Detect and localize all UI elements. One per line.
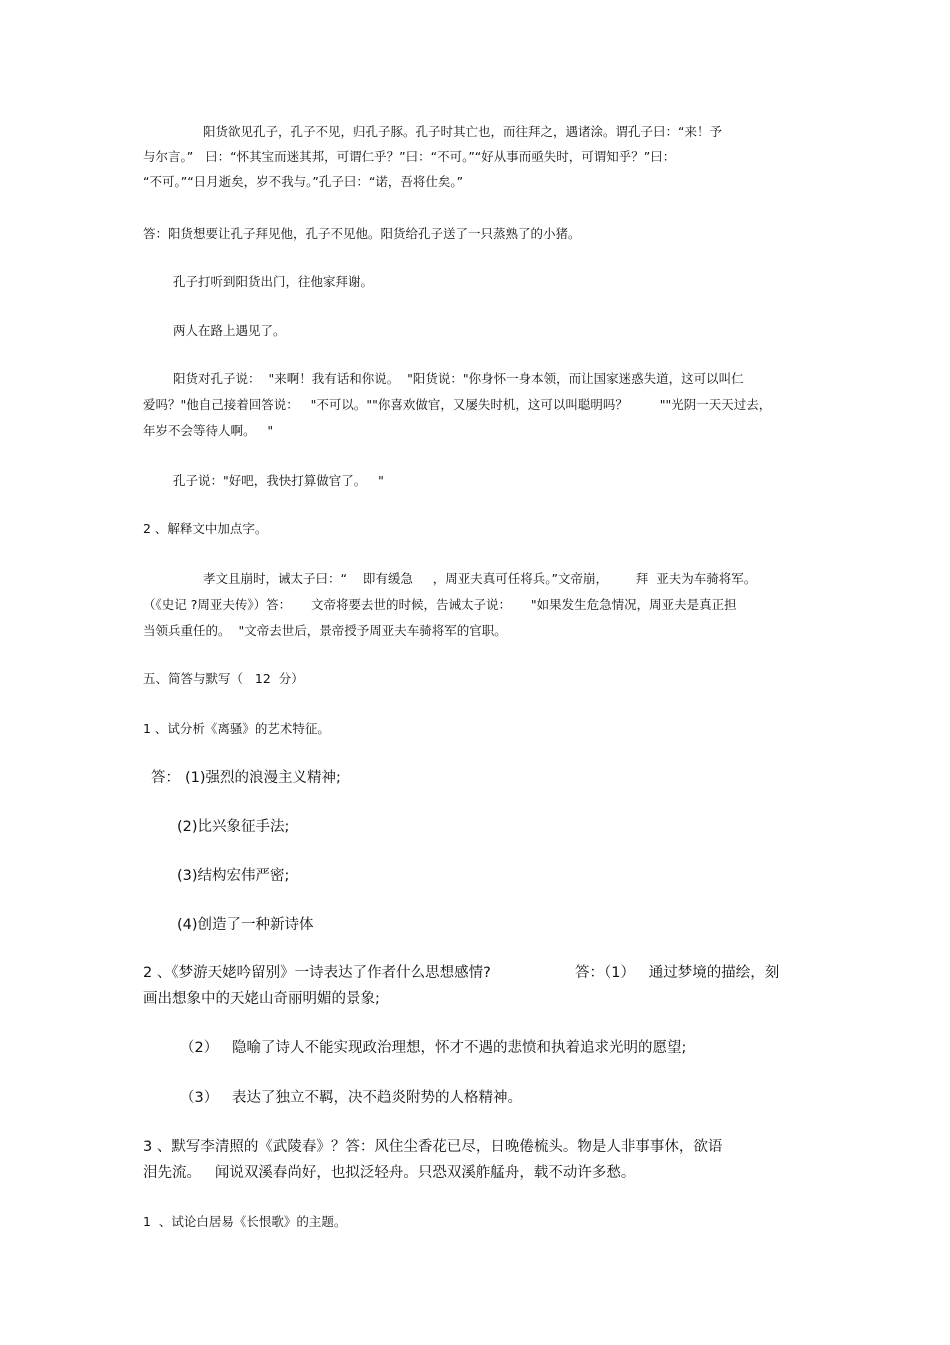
question-2-line-2: （《史记 ?周亚夫传》）答： 文帝将要去世的时候，告诫太子说： "如果发生危急情况，周亚夫是真正担: [143, 597, 737, 612]
question-2-line-1: 孝文且崩时，诫太子曰：“ 即有缓急 ，周亚夫真可任将兵。”文帝崩， 拜 亚夫为车骑将军。: [203, 571, 757, 586]
question-2-line-3: 当领兵重任的。 "文帝去世后，景帝授予周亚夫车骑将军的官职。: [143, 623, 507, 638]
section-5-question-3-line-2: 泪先流。 闻说双溪春尚好，也拟泛轻舟。只恐双溪舴艋舟，载不动许多愁。: [143, 1165, 636, 1181]
section-5-question-4-title: 1 、试论白居易《长恨歌》的主题。: [143, 1214, 347, 1229]
answer-paragraph-4-line-1: 阳货对孔子说： "来啊！我有话和你说。 "阳货说："你身怀一身本领，而让国家迷惑失道，这可以叫仁: [173, 371, 744, 386]
passage-line-3: “不可。”“日月逝矣，岁不我与。”孔子曰：“诺，吾将仕矣。”: [143, 174, 464, 189]
section-5-question-2-answer-start: 答：（1） 通过梦境的描绘，刻: [575, 965, 780, 981]
answer-paragraph-5: 孔子说："好吧，我快打算做官了。 ": [173, 473, 384, 488]
question-1-answer-4: (4)创造了一种新诗体: [177, 917, 314, 933]
answer-intro: 答：阳货想要让孔子拜见他，孔子不见他。阳货给孔子送了一只蒸熟了的小猪。: [143, 226, 581, 241]
section-5-question-2-line-1: 2 、《梦游天姥吟留别》一诗表达了作者什么思想感情?: [143, 965, 491, 981]
passage-line-1: 阳货欲见孔子，孔子不见，归孔子豚。孔子时其亡也，而往拜之，遇诸涂。谓孔子曰：“来！予: [203, 124, 722, 139]
section-5-question-2-point-2: （2） 隐喻了诗人不能实现政治理想，怀才不遇的悲愤和执着追求光明的愿望;: [180, 1040, 687, 1056]
question-1-answer-label: 答：: [151, 770, 180, 786]
passage-line-2: 与尔言。” 曰：“怀其宝而迷其邦，可谓仁乎？”曰：“不可。”“好从事而亟失时，可谓知乎？”曰：: [143, 149, 676, 164]
section-5-title: 五、简答与默写（ 12 分）: [143, 671, 304, 686]
question-2-title: 2 、解释文中加点字。: [143, 521, 268, 536]
answer-paragraph-4-line-3: 年岁不会等待人啊。 ": [143, 423, 274, 438]
answer-paragraph-2: 孔子打听到阳货出门，往他家拜谢。: [173, 274, 374, 289]
question-1-answer-2: (2)比兴象征手法;: [177, 819, 290, 835]
question-1-answer-1: (1)强烈的浪漫主义精神;: [185, 770, 341, 786]
answer-paragraph-3: 两人在路上遇见了。: [173, 323, 286, 338]
section-5-question-2-point-3: （3） 表达了独立不羁，决不趋炎附势的人格精神。: [180, 1090, 523, 1106]
question-1-answer-3: (3)结构宏伟严密;: [177, 868, 290, 884]
section-5-question-1-title: 1 、试分析《离骚》的艺术特征。: [143, 721, 330, 736]
section-5-question-3-line-1: 3 、默写李清照的《武陵春》？答：风住尘香花已尽，日晚倦梳头。物是人非事事休，欲语: [143, 1139, 723, 1155]
answer-paragraph-4-line-2: 爱吗？"他自己接着回答说： "不可以。""你喜欢做官，又屡失时机，这可以叫聪明吗？ ""光阴一天天过去，: [143, 397, 772, 412]
section-5-question-2-line-2: 画出想象中的天姥山奇丽明媚的景象;: [143, 991, 380, 1007]
